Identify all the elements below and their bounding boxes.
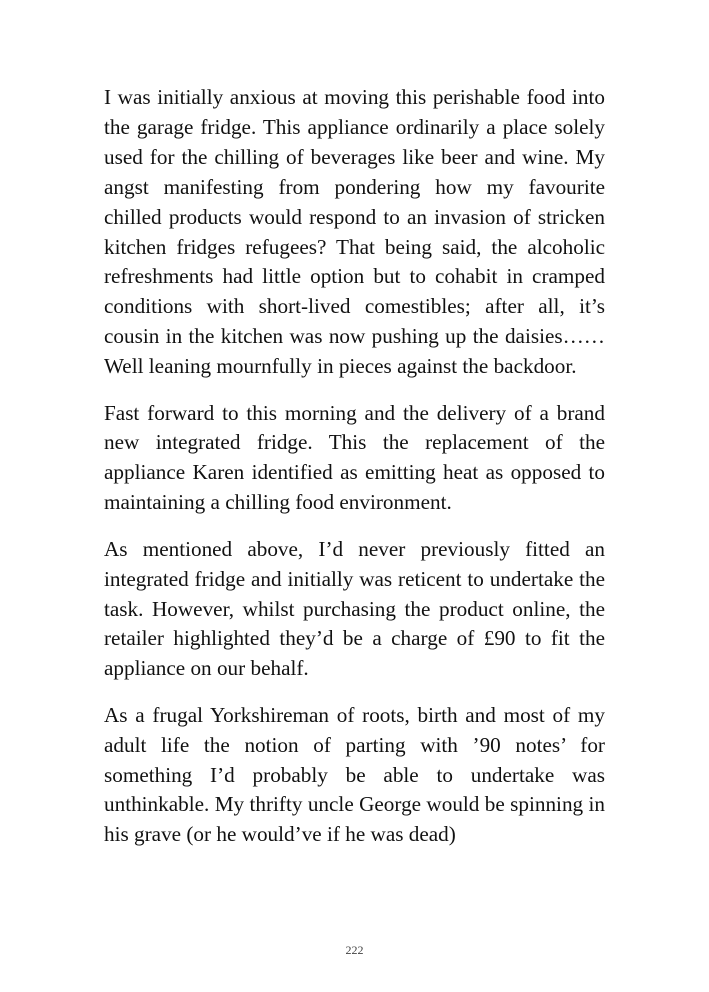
body-text — [104, 83, 605, 850]
paragraph-new-fridge-delivery: Fast forward to this morning and the delivery of a brand new integrated fridge. This the replacement of the appliance Karen identified as emitting heat as opposed to maintaining a chilling food environment. — [104, 400, 605, 515]
page-number: 222 — [345, 943, 364, 957]
paragraph-fitting-charge: As mentioned above, I’d never previously fitted an integrated fridge and initially was reticent to undertake the task. However, whilst purchasing the product online, the retailer highlighted they’d be a charge of £90 to fit the appliance on our behalf. — [104, 536, 605, 681]
paragraph-frugal-yorkshireman: As a frugal Yorkshireman of roots, birth and most of my adult life the notion of parting with ’90 notes’ for something I’d probably be able to undertake was unthinkable. My thrifty uncle George would be spinning in his grave (or he would’ve if he was dead) — [104, 702, 605, 847]
paragraph-garage-fridge: I was initially anxious at moving this perishable food into the garage fridge. This appliance ordinarily a place solely used for the chilling of beverages like beer and wine. My angst manifesting from pondering how my favourite chilled products would respond to an invasion of stricken kitchen fridges refugees? That being said, the alcoholic refreshments had little option but to cohabit in cramped conditions with short-lived comestibles; after all, it’s cousin in the kitchen was now pushing up the daisies…… Well leaning mournfully in pieces against the backdoor. — [104, 85, 605, 379]
